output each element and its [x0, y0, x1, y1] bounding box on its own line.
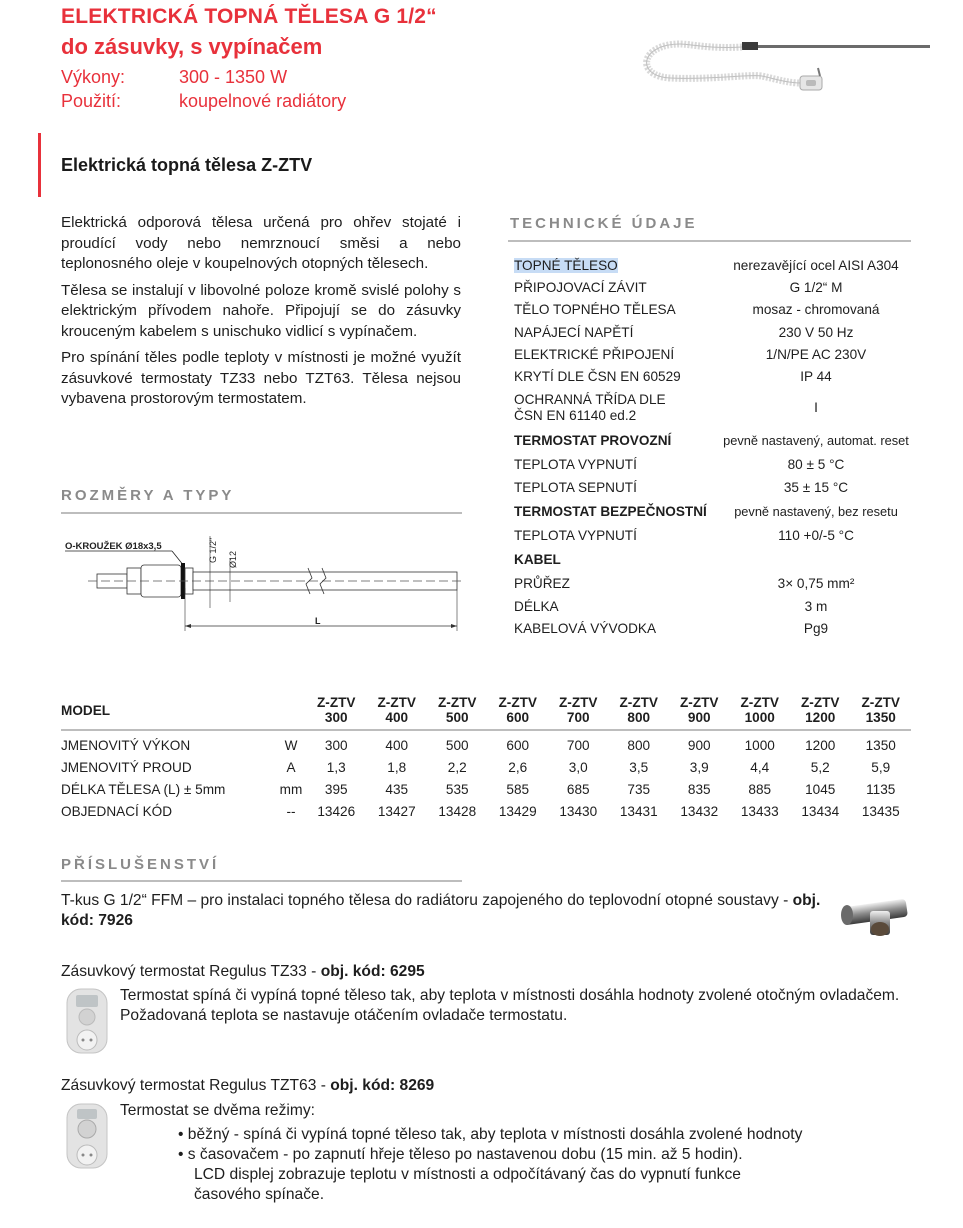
model-number: 500 — [445, 710, 469, 725]
tech-row — [514, 595, 914, 617]
tech-key — [514, 457, 718, 472]
table-cell: 3,9 — [689, 759, 709, 775]
model-header — [367, 695, 428, 730]
tech-value: pevně nastavený, automat. reset — [723, 433, 909, 449]
model-series: Z-ZTV — [377, 695, 416, 710]
tech-value: 1/N/PE AC 230V — [765, 346, 867, 362]
row-unit: A — [286, 759, 296, 775]
accent-bar — [38, 133, 41, 197]
button-cluster — [78, 1120, 96, 1138]
tech-row — [514, 254, 914, 276]
table-cell: 1200 — [805, 737, 836, 753]
accessory-tz33-description — [120, 986, 910, 1026]
table-cell: 13426 — [317, 803, 356, 819]
lcd — [76, 995, 98, 1007]
tech-key-text[interactable]: TĚLO TOPNÉHO TĚLESA — [514, 302, 676, 318]
tech-key — [514, 302, 718, 317]
tzt63-thermostat-photo — [64, 1102, 110, 1170]
tech-key-text[interactable]: PRŮŘEZ — [514, 576, 570, 592]
tech-table — [514, 254, 914, 640]
table-cell: 3,0 — [568, 759, 588, 775]
tech-key-text[interactable]: TERMOSTAT BEZPEČNOSTNÍ — [514, 503, 707, 519]
model-number: 300 — [324, 710, 348, 725]
mode-list — [178, 1125, 920, 1205]
table-row — [61, 730, 911, 756]
tech-value: 35 ± 15 °C — [783, 479, 849, 495]
tech-key-text[interactable]: OCHRANNÁ TŘÍDA DLE ČSN EN 61140 ed.2 — [514, 391, 666, 423]
tech-value: nerezavějící ocel AISI A304 — [733, 257, 899, 273]
table-cell: 13433 — [740, 803, 779, 819]
socket — [77, 1030, 97, 1050]
model-number: 800 — [627, 710, 651, 725]
tech-key — [514, 369, 718, 384]
meta-label: Výkony: — [61, 67, 126, 87]
tee-fitting-photo — [835, 893, 920, 938]
meta-power — [61, 67, 287, 88]
tech-row — [514, 388, 914, 428]
tech-key — [514, 599, 718, 614]
table-cell: 13431 — [619, 803, 658, 819]
tech-key — [514, 621, 718, 636]
meta-value: 300 - 1350 W — [179, 67, 288, 87]
tech-key — [514, 528, 718, 543]
model-number: 1200 — [805, 710, 836, 725]
model-number: 700 — [566, 710, 590, 725]
thread-label: G 1/2" — [208, 537, 218, 563]
table-row — [61, 800, 911, 822]
tech-heading: TECHNICKÉ ÚDAJE — [510, 215, 698, 232]
intro-text — [61, 213, 461, 416]
tech-key-text[interactable]: KRYTÍ DLE ČSN EN 60529 — [514, 369, 681, 385]
tech-row — [514, 365, 914, 387]
row-unit: W — [284, 737, 298, 753]
model-number: 400 — [385, 710, 409, 725]
tech-row — [514, 299, 914, 321]
table-cell: 685 — [566, 781, 590, 797]
model-header-label: MODEL — [61, 695, 276, 730]
model-number: 900 — [687, 710, 711, 725]
accessory-name: Zásuvkový termostat Regulus TZ33 - — [61, 963, 321, 980]
accessories-heading: PŘÍSLUŠENSTVÍ — [61, 856, 220, 873]
lcd — [77, 1109, 97, 1119]
tech-key-text[interactable]: TEPLOTA VYPNUTÍ — [514, 528, 637, 544]
table-cell: 300 — [324, 737, 348, 753]
dimensions-heading: ROZMĚRY A TYPY — [61, 487, 235, 504]
table-cell: 5,9 — [871, 759, 891, 775]
tech-key-text[interactable]: KABELOVÁ VÝVODKA — [514, 620, 657, 636]
switch — [806, 80, 816, 86]
table-cell: 5,2 — [810, 759, 830, 775]
table-cell: 1045 — [805, 781, 836, 797]
order-code: obj. kód: 8269 — [330, 1077, 435, 1094]
accessory-tee — [61, 891, 821, 931]
divider — [508, 240, 911, 242]
list-item: • s časovačem - po zapnutí hřeje těleso po nastavenou dobu (15 min. až 5 hodin). — [178, 1145, 920, 1165]
tech-value: Pg9 — [803, 620, 829, 636]
tz33-thermostat-photo — [64, 987, 110, 1055]
intro-paragraph: Tělesa se instalují v libovolné poloze kromě svislé polohy s elektrickým přívodem nahoře. Připojují se do zásuvky krouceným kabelem s unischuko vidlicí s vypínačem. — [61, 281, 461, 340]
model-number: 1000 — [744, 710, 775, 725]
tech-key — [514, 347, 718, 362]
tech-value: I — [814, 400, 818, 416]
model-series: Z-ZTV — [498, 695, 537, 710]
table-cell: 585 — [506, 781, 530, 797]
table-row — [61, 778, 911, 800]
order-code: obj. kód: 7926 — [61, 892, 821, 929]
table-cell: 13430 — [559, 803, 598, 819]
meta-value: koupelnové radiátory — [179, 91, 347, 111]
description-line: LCD displej zobrazuje teplotu v místnosti a odpočítávaný čas do vypnutí funkce — [194, 1166, 741, 1183]
model-header — [488, 695, 549, 730]
tech-row — [514, 573, 914, 595]
tech-row — [514, 321, 914, 343]
accessory-description: T-kus G 1/2“ FFM – pro instalaci topného tělesa do radiátoru zapojeného do teplovodní otopné soustavy - — [61, 892, 793, 909]
list-item-continuation — [178, 1185, 920, 1205]
tech-key — [514, 258, 718, 273]
accessory-tzt63-title — [61, 1076, 434, 1096]
table-cell: 900 — [687, 737, 711, 753]
model-header — [730, 695, 791, 730]
unit-header — [276, 695, 306, 730]
tech-key-text[interactable]: TEPLOTA SEPNUTÍ — [514, 479, 637, 495]
diameter-label: Ø12 — [228, 550, 238, 568]
table-cell: 400 — [385, 737, 409, 753]
meta-label: Použití: — [61, 91, 122, 111]
tech-key-text[interactable]: DÉLKA — [514, 598, 559, 614]
table-cell: 535 — [445, 781, 469, 797]
tech-key-text[interactable]: ELEKTRICKÉ PŘIPOJENÍ — [514, 346, 675, 362]
tech-row — [514, 547, 914, 573]
list-item: • běžný - spíná či vypíná topné těleso tak, aby teplota v místnosti dosáhla zvolené hodnoty — [178, 1125, 920, 1145]
tech-value: 3× 0,75 mm² — [777, 576, 855, 592]
table-cell: 700 — [566, 737, 590, 753]
tech-key-text[interactable]: TERMOSTAT PROVOZNÍ — [514, 433, 672, 449]
model-number: 1350 — [865, 710, 896, 725]
description-line: Termostat spíná či vypíná topné těleso tak, aby teplota v místnosti dosáhla hodnoty zvolené otočným ovladačem. — [120, 987, 900, 1004]
tech-value: pevně nastavený, bez resetu — [734, 503, 898, 519]
tech-key-text[interactable]: TEPLOTA VYPNUTÍ — [514, 457, 637, 473]
tech-key — [514, 280, 718, 295]
section-title: Elektrická topná tělesa Z-ZTV — [61, 155, 313, 175]
table-cell: 13432 — [680, 803, 719, 819]
model-header — [669, 695, 730, 730]
row-label: JMENOVITÝ VÝKON — [61, 737, 191, 753]
table-cell: 13435 — [861, 803, 900, 819]
tech-value: mosaz - chromovaná — [752, 302, 880, 318]
model-header — [427, 695, 488, 730]
table-cell: 13427 — [377, 803, 416, 819]
tech-key — [514, 576, 718, 591]
tech-key — [514, 480, 718, 495]
model-number: 600 — [506, 710, 530, 725]
table-cell: 1135 — [866, 781, 896, 797]
table-cell: 13428 — [438, 803, 477, 819]
table-cell: 1350 — [865, 737, 896, 753]
fitting — [742, 42, 758, 50]
tech-row — [514, 498, 914, 524]
table-cell: 2,6 — [508, 759, 528, 775]
table-header-row — [61, 695, 911, 730]
tech-value: G 1/2“ M — [789, 279, 843, 295]
row-label: DÉLKA TĚLESA (L) ± 5mm — [61, 781, 226, 797]
table-cell: 835 — [687, 781, 711, 797]
table-cell: 1,3 — [326, 759, 346, 775]
intro-paragraph: Elektrická odporová tělesa určená pro ohřev stojaté i proudící vody nebo nemrznoucí směsi a nebo teplonosného oleje v koupelnových otopných tělesech. — [61, 214, 461, 272]
oring-label: O-KROUŽEK Ø18x3,5 — [65, 541, 162, 552]
tech-key-text[interactable]: KABEL — [514, 552, 561, 568]
technical-drawing — [60, 528, 470, 638]
accessory-tzt63-description — [120, 1101, 920, 1205]
table-cell: 885 — [748, 781, 772, 797]
row-unit: mm — [279, 781, 303, 797]
meta-usage — [61, 91, 346, 112]
model-header — [790, 695, 851, 730]
models-table — [61, 695, 911, 822]
model-series: Z-ZTV — [619, 695, 658, 710]
model-series: Z-ZTV — [558, 695, 598, 710]
model-series: Z-ZTV — [800, 695, 840, 710]
table-cell: 1000 — [744, 737, 775, 753]
product-photo — [630, 18, 930, 108]
model-header — [851, 695, 912, 730]
tech-key — [514, 325, 718, 340]
tech-key — [514, 433, 718, 448]
tech-row — [514, 617, 914, 639]
table-cell: 395 — [324, 781, 348, 797]
tech-value: 110 +0/-5 °C — [778, 528, 854, 544]
tech-key — [514, 504, 718, 519]
table-cell: 735 — [627, 781, 651, 797]
table-cell: 2,2 — [447, 759, 467, 775]
tech-row — [514, 428, 914, 454]
table-cell: 4,4 — [750, 759, 770, 775]
description-line: časového spínače. — [194, 1186, 325, 1203]
model-series: Z-ZTV — [437, 695, 477, 710]
model-series: Z-ZTV — [679, 695, 719, 710]
tech-key-text[interactable]: PŘIPOJOVACÍ ZÁVIT — [514, 279, 647, 295]
length-label: L — [315, 616, 321, 626]
table-cell: 500 — [445, 737, 469, 753]
table-cell: 1,8 — [387, 759, 407, 775]
tech-value: 230 V 50 Hz — [778, 324, 854, 340]
row-label: JMENOVITÝ PROUD — [61, 759, 192, 775]
description-line: Požadovaná teplota se nastavuje otáčením ovladače termostatu. — [120, 1007, 568, 1024]
rod — [747, 45, 930, 48]
tech-row — [514, 276, 914, 298]
tech-value: IP 44 — [800, 369, 832, 385]
list-item-continuation — [178, 1165, 920, 1185]
table-cell: 600 — [506, 737, 530, 753]
dial — [79, 1009, 95, 1025]
divider — [61, 512, 462, 514]
model-header — [609, 695, 670, 730]
tech-row — [514, 343, 914, 365]
page-title: ELEKTRICKÁ TOPNÁ TĚLESA G 1/2“ — [61, 5, 437, 28]
description-line: Termostat se dvěma režimy: — [120, 1102, 315, 1119]
tech-row — [514, 476, 914, 498]
order-code: obj. kód: 6295 — [320, 963, 425, 980]
divider — [61, 880, 462, 882]
model-series: Z-ZTV — [861, 695, 900, 710]
accessory-name: Zásuvkový termostat Regulus TZT63 - — [61, 1077, 331, 1094]
row-label: OBJEDNACÍ KÓD — [61, 803, 173, 819]
accessory-tz33-title — [61, 962, 425, 982]
tech-key-text[interactable]: TOPNÉ TĚLESO — [514, 257, 618, 273]
tech-row — [514, 524, 914, 546]
tech-key — [514, 552, 718, 567]
model-header — [548, 695, 609, 730]
table-row — [61, 756, 911, 778]
intro-paragraph: Pro spínání těles podle teploty v místnosti je možné využít zásuvkové termostaty TZ33 nebo TZT63. Tělesa nejsou vybavena prostorovým termostatem. — [61, 349, 461, 407]
model-series: Z-ZTV — [316, 695, 356, 710]
table-cell: 3,5 — [629, 759, 649, 775]
model-header — [306, 695, 367, 730]
tech-value: 3 m — [804, 598, 828, 614]
socket — [77, 1145, 97, 1165]
tech-value: 80 ± 5 °C — [787, 457, 845, 473]
tech-row — [514, 454, 914, 476]
table-cell: 13434 — [801, 803, 840, 819]
model-series: Z-ZTV — [740, 695, 779, 710]
tech-key — [514, 392, 718, 424]
page-subtitle: do zásuvky, s vypínačem — [61, 34, 323, 59]
table-cell: 800 — [627, 737, 651, 753]
row-unit: -- — [286, 803, 296, 819]
tech-key-text[interactable]: NAPÁJECÍ NAPĚTÍ — [514, 324, 634, 340]
table-cell: 435 — [385, 781, 409, 797]
table-cell: 13429 — [498, 803, 537, 819]
